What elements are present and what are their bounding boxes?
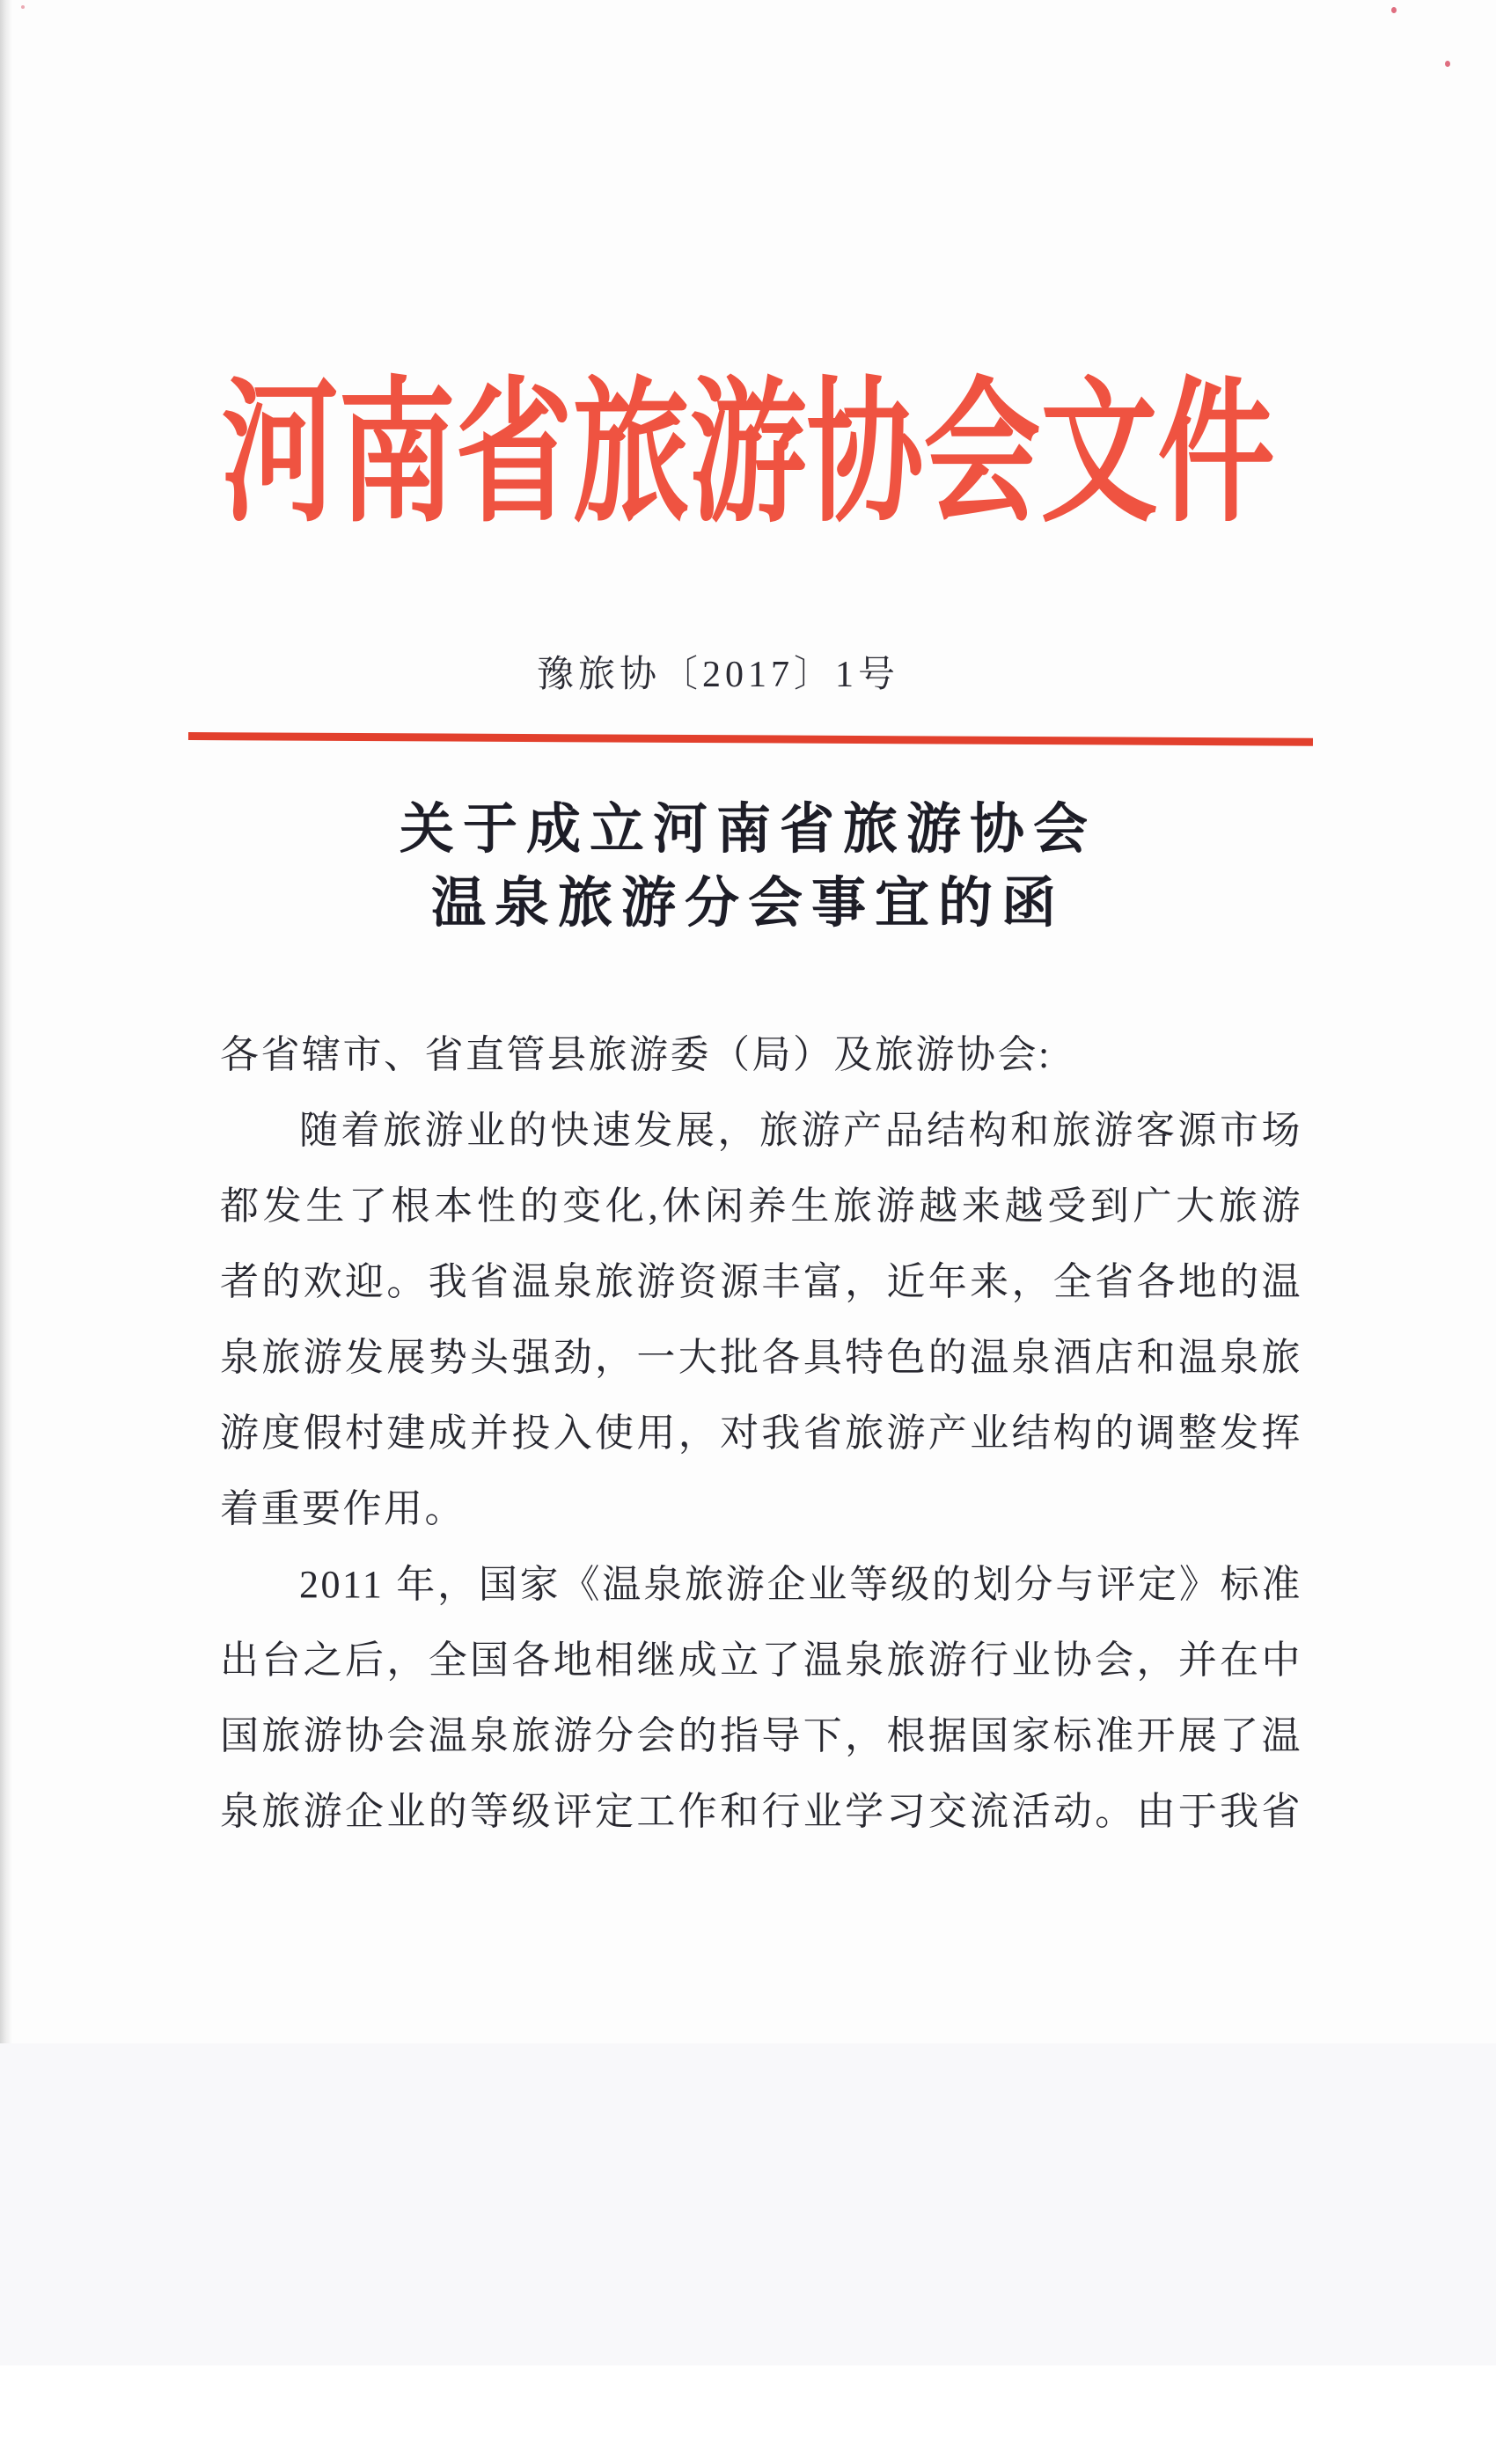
document-title-line-2: 温泉旅游分会事宜的函 xyxy=(430,874,1065,934)
body-line: 游度假村建成并投入使用，对我省旅游产业结构的调整发挥 xyxy=(220,1412,1302,1455)
body-line: 者的欢迎。我省温泉旅游资源丰富，近年来，全省各地的温 xyxy=(220,1260,1302,1303)
body-line: 泉旅游发展势头强劲，一大批各具特色的温泉酒店和温泉旅 xyxy=(220,1336,1302,1379)
body-line: 2011 年，国家《温泉旅游企业等级的划分与评定》标准 xyxy=(299,1563,1302,1606)
scan-bottom-margin xyxy=(0,2365,1496,2464)
document-number: 豫旅协〔2017〕1号 xyxy=(536,655,899,695)
body-line: 泉旅游企业的等级评定工作和行业学习交流活动。由于我省 xyxy=(220,1790,1302,1833)
scan-artifact-dot xyxy=(1445,61,1450,67)
scan-artifact-dot xyxy=(1391,7,1397,13)
scan-background-band xyxy=(0,2043,1496,2365)
document-title-line-1: 关于成立河南省旅游协会 xyxy=(399,800,1096,860)
scan-left-edge-shadow xyxy=(0,0,12,2043)
scan-artifact-dot xyxy=(21,5,25,9)
body-line: 着重要作用。 xyxy=(220,1487,466,1530)
letter-body xyxy=(220,1017,1302,1850)
document-title xyxy=(0,793,1496,941)
salutation: 各省辖市、省直管县旅游委（局）及旅游协会: xyxy=(220,1033,1052,1076)
body-line: 出台之后，全国各地相继成立了温泉旅游行业协会，并在中 xyxy=(220,1639,1302,1682)
body-line: 随着旅游业的快速发展，旅游产品结构和旅游客源市场 xyxy=(299,1109,1302,1152)
letterhead-banner-title: 河南省旅游协会文件 xyxy=(221,367,1275,541)
body-line: 都发生了根本性的变化,休闲养生旅游越来越受到广大旅游 xyxy=(220,1184,1302,1228)
body-line: 国旅游协会温泉旅游分会的指导下，根据国家标准开展了温 xyxy=(220,1714,1302,1757)
